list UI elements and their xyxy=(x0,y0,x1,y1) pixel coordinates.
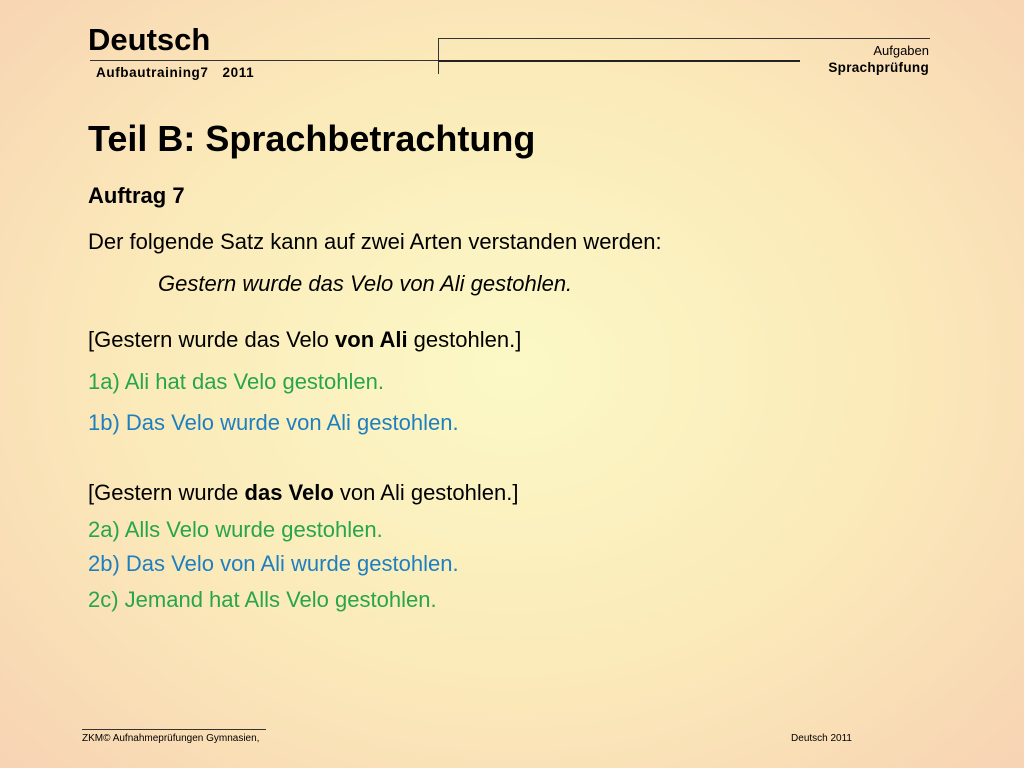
reading-2b: 2b) Das Velo von Ali wurde gestohlen. xyxy=(88,551,459,576)
brand-title: Deutsch xyxy=(88,22,211,57)
reading-1-close: gestohlen.] xyxy=(407,327,522,352)
header-rule-vertical xyxy=(438,38,439,74)
footer-rule xyxy=(82,729,266,730)
page-title: Teil B: Sprachbetrachtung xyxy=(88,118,536,159)
reading-2-open: [Gestern wurde xyxy=(88,480,245,505)
footer-copyright: ZKM© Aufnahmeprüfungen Gymnasien, xyxy=(82,733,260,744)
intro-text: Der folgende Satz kann auf zwei Arten verstanden werden: xyxy=(88,229,662,254)
assignment-heading: Auftrag 7 xyxy=(88,183,185,208)
reading-2-close: von Ali gestohlen.] xyxy=(333,480,519,505)
header-rule-middle xyxy=(438,60,800,62)
brand-subtitle-text: Aufbautraining7 xyxy=(96,65,209,80)
header-section-label: Aufgaben xyxy=(873,43,929,58)
reading-2-sentence xyxy=(88,480,518,506)
reading-1-open: [Gestern wurde das Velo xyxy=(88,327,336,352)
header-rule-left xyxy=(90,60,438,61)
reading-1a: 1a) Ali hat das Velo gestohlen. xyxy=(88,369,384,394)
header-rule-top xyxy=(438,38,930,39)
reading-2c: 2c) Jemand hat Alls Velo gestohlen. xyxy=(88,587,437,612)
reading-1-emphasis: von Ali xyxy=(335,327,408,352)
example-sentence: Gestern wurde das Velo von Ali gestohlen. xyxy=(158,271,573,296)
reading-2a: 2a) Alls Velo wurde gestohlen. xyxy=(88,517,383,542)
header-section-name: Sprachprüfung xyxy=(828,60,929,75)
reading-1b: 1b) Das Velo wurde von Ali gestohlen. xyxy=(88,410,459,435)
brand-subtitle-year: 2011 xyxy=(222,65,255,80)
reading-1-sentence xyxy=(88,327,521,353)
brand-subtitle xyxy=(96,65,254,80)
footer-course: Deutsch 2011 xyxy=(791,733,852,744)
reading-2-emphasis: das Velo xyxy=(244,480,334,505)
